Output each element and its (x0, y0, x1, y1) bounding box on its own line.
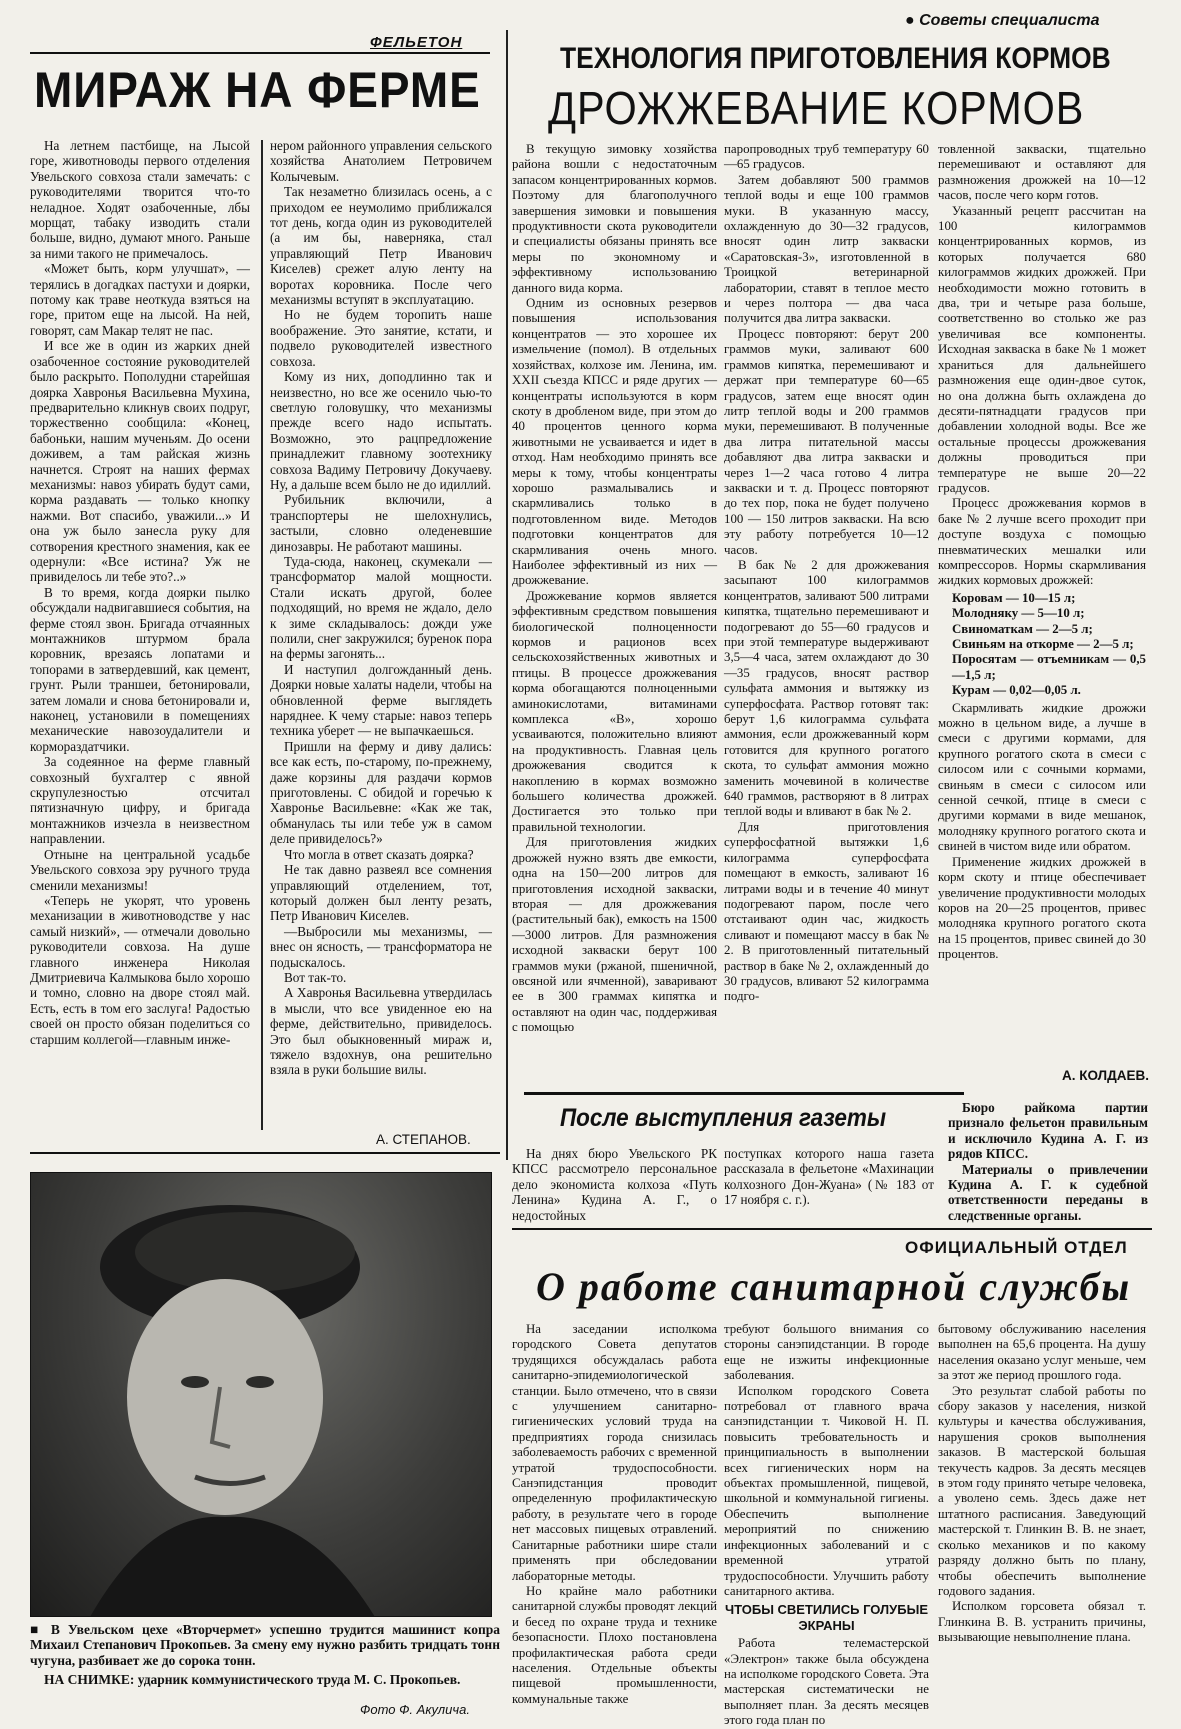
rubric-text: Советы специалиста (919, 12, 1100, 29)
paragraph: Бюро райкома партии признало фельетон правильным и исключило Кудина А. Г. из рядов КПСС. (948, 1100, 1148, 1162)
paragraph: В текущую зимовку хозяйства района вошли с недостаточным запасом концентрированных кормов. Поэтому для благополучного завершения зимовки и повышения продуктивности скота руководители и специалисты обязаны принять все меры по экономному и эффективному использованию данного вида корма. (512, 142, 717, 295)
feuilleton-bottom-rule (30, 1152, 500, 1154)
paragraph: Но крайне мало работники санитарной службы проводят лекций и бесед по охране труда и технике безопасности. Плохо постановлена профилактическая работа среди населения. Отдельные объекты пищевой промышленности, коммунальные также (512, 1583, 717, 1706)
feeding-norms-table (952, 591, 1146, 699)
norm-row: Коровам — 10—15 л; (952, 590, 1076, 605)
after-title: После выступления газеты (560, 1104, 887, 1132)
after-col-2 (724, 1146, 934, 1208)
paragraph: Пришли на ферму и диву дались: все как есть, по-старому, по-прежнему, даже корзины для раздачи кормов приготовлены. С обидой и горечью к Хавронье Васильевне: «Как же так, обманулась ты или тебе уж в самом деле привиделось?» (270, 738, 492, 847)
subhead: ЧТОБЫ СВЕТИЛИСЬ ГОЛУБЫЕ ЭКРАНЫ (724, 1602, 929, 1633)
feuilleton-author: А. СТЕПАНОВ. (376, 1132, 471, 1147)
feed-col-3 (938, 142, 1146, 963)
bullet-icon: ● (905, 12, 915, 29)
after-col-3 (948, 1100, 1148, 1223)
worker-portrait (30, 1172, 492, 1617)
official-col-3 (938, 1322, 1146, 1646)
norm-row: Свиньям на откорме — 2—5 л; (952, 637, 1134, 651)
paragraph: И все же в один из жарких дней озабоченное состояние руководителей было раскрыто. Пополудни старейшая доярка Хавронья Васильевна Мухина, предварительно кликнув своих подруг, торжественно сообщила: «Конец, бабоньки, нашим мученьям. До осени доживем, а там райская жизнь начнется. Строят на наших фермах механизмы: навоз убирать будут сами, корма раздавать — только кнопку нажми. Вот спасибо, уважили...» И она уж было занесла руку для сотворения крестного знамения, как ее одернули: «Все истина? Уж не привиделось ли тебе это?..» (30, 338, 250, 585)
paragraph: В бак № 2 для дрожжевания засыпают 100 килограммов концентратов, заливают 500 литрами кипятка, тщательно перемешивают и подогревают до 55—60 градусов и при этой температуре выдерживают 3,5—4 часа, затем охлаждают до 30—35 градусов, вносят раствор сульфата аммония и вытяжку из суперфосфата. Раствор готовят так: берут 1,6 килограмма сульфата аммония, если дрожжеванный корм готовится для крупного рогатого скота, то сульфат аммония можно заменить мочевиной в количестве 640 граммов, растворяют в 8 литрах теплой воды и вливают в бак № 2. (724, 557, 929, 819)
paragraph: Не так давно развеял все сомнения управляющий отделением, тот, который должен был ленту резать, Петр Иванович Киселев. (270, 862, 492, 924)
paragraph: И наступил долгожданный день. Доярки новые халаты надели, чтобы на обновленной ферме выглядеть наряднее. К чему старые: навоз теперь техника уберет — не выпачкаешься. (270, 661, 492, 739)
after-top-rule (524, 1092, 964, 1095)
section-divider (506, 30, 508, 1160)
paragraph: «Теперь не укорят, что уровень механизации в животноводстве у нас самый низкий», — отмечали довольно руководители совхоза. На душе главного инженера Николая Дмитриевича Калмыкова было хорошо и томно, словно на дворе стоял май. Есть, есть в том его заслуга! Радостью своей он просто обязан поделиться со старшим коллегой—главным инже- (30, 892, 250, 1047)
feuilleton-title: МИРАЖ НА ФЕРМЕ (34, 62, 481, 118)
paragraph: А Хавронья Васильевна утвердилась в мысли, что все увиденное ею на ферме, действительно, привиделось. Это был обыкновенный мираж и, тяжело вздохнув, она решительно взяла в руки большие вилы. (270, 985, 492, 1078)
paragraph: Затем добавляют 500 граммов теплой воды и еще 100 граммов муки. В указанную массу, охлажденную до 30—32 градусов, вносят один литр закваски «Саратовская-3», изготовленной в Троицкой ветеринарной лаборатории, ставят в теплое место и через полтора — два часа получится два литра закваски. (724, 172, 929, 326)
paragraph: паропроводных труб температуру 60—65 градусов. (724, 142, 929, 172)
paragraph: Но не будем торопить наше воображение. Это занятие, кстати, и подвело руководителей известного совхоза. (270, 307, 492, 369)
feuilleton-col-2 (270, 138, 492, 1078)
feed-col-2 (724, 142, 929, 1005)
paragraph: Применение жидких дрожжей в корм скоту и птице обеспечивает увеличение продуктивности молодых коров на 20—25 процентов, привес молодняка крупного рогатого скота на 15 процентов, привес свиней до 30 процентов. (938, 854, 1146, 962)
paragraph: Процесс дрожжевания кормов в баке № 2 лучше всего проходит при доступе воздуха с помощью пневматических мешалки или компрессоров. Нормы скармливания жидких кормовых дрожжей: (938, 496, 1146, 588)
paragraph: поступках которого наша газета рассказала в фельетоне «Махинации колхозного Дон-Жуана» (№ 183 от 17 ноября с. г.). (724, 1146, 934, 1208)
paragraph: Что могла в ответ сказать доярка? (284, 846, 474, 862)
after-bottom-rule (512, 1228, 1152, 1230)
caption-text: ■ В Увельском цехе «Вторчермет» успешно трудится машинист копра Михаил Степанович Прокопьев. За смену ему нужно разбить тридцать тонн чугуна, разбивает же до сорока тонн. (30, 1622, 500, 1668)
paragraph: —Выбросили мы механизмы, — внес он ясность, — трансформатора не подыскалось. (270, 923, 492, 970)
paragraph: Это результат слабой работы по сбору заказов у населения, низкой культуры и качества обслуживания, нарушения сроков выполнения заказов. В мастерской большая текучесть кадров. За десять месяцев в этом году принято четыре человека, а уволено семь. Здесь даже нет штатного расписания. Заведующий мастерской т. Глинкин В. В. не знает, сколько механиков и по какому разряду должно быть по плану, чтобы обеспечить выполнение годового задания. (938, 1383, 1146, 1598)
feed-title-main: ДРОЖЖЕВАНИЕ КОРМОВ (548, 82, 1085, 134)
after-col-1 (512, 1146, 717, 1223)
rubric (905, 12, 1099, 30)
photo-credit: Фото Ф. Акулича. (360, 1702, 470, 1717)
paragraph: Материалы о привлечении Кудина А. Г. к судебной ответственности переданы в следственные органы. (948, 1161, 1148, 1223)
photo-caption (30, 1622, 500, 1688)
paragraph: Исполком горсовета обязал т. Глинкина В. В. устранить причины, вызывающие невыполнение плана. (938, 1599, 1146, 1645)
paragraph: На летнем пастбище, на Лысой горе, животноводы первого отделения Увельского совхоза стали замечать: с руководителями творится что-то неладное. Ходят озабоченные, лбы морщат, табаку изводить стали больше, видно, думают много. Раньше за ними такого не примечалось. (30, 138, 250, 261)
worker-photo (30, 1172, 492, 1617)
paragraph: На днях бюро Увельского РК КПСС рассмотрело персональное дело экономиста колхоза «Путь Ленина» Кудина А. Г., о недостойных (512, 1146, 717, 1223)
paragraph: Рубильник включили, а транспортеры не шелохнулись, застыли, словно оледеневшие динозавры. Не работают машины. (270, 492, 492, 554)
paragraph: Вот так-то. (284, 969, 347, 985)
norm-row: Свиноматкам — 2—5 л; (952, 621, 1093, 636)
column-divider (261, 140, 263, 1130)
paragraph: Для приготовления жидких дрожжей нужно взять две емкости, одна на 150—200 литров для приготовления исходной закваски, вторая — для дрожжевания (растительный бак), емкость на 1500—3000 литров. Для размножения исходной закваски берут 100 граммов муки (ржаной, пшеничной, овсяной или ячменной), заваривают ее в 300 граммах кипятка и оставляют на один час, поддерживая с помощью (512, 835, 717, 1035)
paragraph: Указанный рецепт рассчитан на 100 килограммов концентрированных кормов, из которых получается 680 килограммов жидких дрожжей. При необходимости можно готовить в два, три и четыре раза больше, соответственно во столько же раз увеличивая все компоненты. Исходная закваска в баке № 1 может храниться для дальнейшего размножения еще один-двое суток, но она должна быть охлаждена до десяти-пятнадцати градусов при добавлении холодной воды. Все же остальные процессы дрожжевания должны проводиться при температуре не выше 20—22 градусов. (938, 203, 1146, 495)
paragraph: Процесс повторяют: берут 200 граммов муки, заливают 600 граммов кипятка, перемешивают и держат при температуре 60—65 градусов, затем еще вносят один литр теплой воды и 200 граммов муки, перемешивают. В полученные два литра питательной массы добавляют два литра закваски и через 1—2 часа готово 4 литра закваски и т. д. Процесс повторяют до тех пор, пока не будет получено 100 — 150 литров закваски. На всю эту работу потребуется 10—12 часов. (724, 326, 929, 557)
official-title: О работе санитарной службы (536, 1264, 1132, 1309)
paragraph: За содеянное на ферме главный совхозный бухгалтер с явной скрупулезностью отсчитал пятизначную цифру, и бригада монтажников изчезла в неизвестном направлении. (30, 754, 250, 847)
paragraph: Одним из основных резервов повышения использования концентратов — это хорошее их измельчение (помол). В отдельных хозяйствах, колхозе им. Ленина, им. XXII съезда КПСС и ряде других — концентраты используются в корм скоту в дробленом виде, при этом до 40 процентов ценного корма животными не усваивается и идет в отход. Нам необходимо принять все меры к тому, чтобы концентраты хорошо размалывались и скармливались только в подготовленном виде. Методов подготовки концентратов для скармливания очень много. Наиболее эффективный из них — дрожжевание. (512, 296, 717, 588)
norm-row: Поросятам — отъемникам — 0,5—1,5 л; (952, 652, 1146, 682)
paragraph: Кому из них, доподлинно так и неизвестно, но все же осенило чью-то светлую головушку, что механизмы прежде всего надо испытать. Возможно, это рацпредложение принадлежит главному зоотехнику совхоза Вадиму Петровичу Докучаеву. Ну, а дальше всем было не до идиллий. (270, 369, 492, 492)
paragraph: бытовому обслуживанию населения выполнен на 65,6 процента. На душу населения оказано услуг меньше, чем за этот же период прошлого года. (938, 1322, 1146, 1383)
feed-author: А. КОЛДАЕВ. (1062, 1068, 1149, 1083)
official-col-1 (512, 1322, 717, 1707)
paragraph: Для приготовления суперфосфатной вытяжки 1,6 килограмма суперфосфата помещают в емкость, заливают 16 литрами воды и в течение 40 минут подогревают паром, после чего отстаивают один час, жидкость сливают и помещают массу в бак № 2. В приготовленный питательный раствор в баке № 2, охлажденный до 30 градусов, вливают 52 килограмма подго- (724, 819, 929, 1004)
norm-row: Молодняку — 5—10 л; (952, 606, 1085, 621)
on-photo-line: НА СНИМКЕ: ударник коммунистического труда М. С. Прокопьев. (44, 1672, 461, 1688)
paragraph: Туда-сюда, наконец, скумекали — трансформатор малой мощности. Стали искать другой, более подходящий, но время не ждало, дело к зиме складывалось: дожди уже полили, снег закружился; буренок пора на фермы загонять... (270, 553, 492, 662)
paragraph: В то время, когда доярки пылко обсуждали надвигавшиеся события, на ферме стоял звон. Бригада отчаянных монтажников штурмом брала коровник, врезаясь лопатами и топорами в затвердевший, как цемент, грунт. Рыли траншеи, бетонировали, затем ломали и снова бетонировали и, наконец, установили в помещениях механические навозоудалители и кормораздатчики. (30, 584, 250, 754)
paragraph: Скармливать жидкие дрожжи можно в цельном виде, а лучше в смеси с другими кормами, для крупного рогатого скота в смеси с силосом или с сочными кормами, свиньям в смеси с силосом или сенной сечкой, птице в смеси с другими кормами в виде мешанок, молоднякy крупного рогатого скота и свиней в чистом виде или обратом. (938, 700, 1146, 854)
feed-title-top: ТЕХНОЛОГИЯ ПРИГОТОВЛЕНИЯ КОРМОВ (560, 42, 1111, 75)
feuilleton-top-rule (30, 52, 490, 54)
norm-row: Курам — 0,02—0,05 л. (952, 683, 1081, 698)
paragraph: На заседании исполкома городского Совета депутатов трудящихся обсуждалась работа санитарно-эпидемиологической станции. Было отмечено, что в связи с улучшением санитарно-гигиенических условий труда на предприятиях города снизилась заболеваемость рабочих с временной утратой трудоспособности. Санэпидстанция проводит определенную профилактическую работу, в результате чего в городе нет массовых пищевых отравлений. Санитарные работники шире стали применять при обследовании лабораторные методы. (512, 1322, 717, 1583)
paragraph: требуют большого внимания со стороны санэпидстанции. В городе еще не изжиты инфекционные заболевания. (724, 1322, 929, 1383)
paragraph: товленной закваски, тщательно перемешивают и оставляют для размножения дрожжей на 10—12 часов, после чего корм готов. (938, 142, 1146, 203)
paragraph: Исполком городского Совета потребовал от главного врача санэпидстанции т. Чиковой Н. П. повысить требовательность и принципиальность в выполнении всех гигиенических норм на объектах промышленной, пищевой, школьной и коммунальной гигиены. Обеспечить выполнение мероприятий по снижению инфекционных заболеваний и с временной утратой трудоспособности. Улучшить работу санитарного актива. (724, 1383, 929, 1598)
paragraph: Работа телемастерской «Электрон» также была обсуждена на исполкоме городского Совета. Эта мастерская систематически не выполняет план. За десять месяцев этого года план по (724, 1636, 929, 1728)
paragraph: «Может быть, корм улучшат», — терялись в догадках пастухи и доярки, потому как траве неоткуда взяться на горе, притом еще на лысой. На ней, говорят, сам Макар телят не пас. (30, 261, 250, 338)
feuilleton-col-1 (30, 138, 250, 1047)
official-label: ОФИЦИАЛЬНЫЙ ОТДЕЛ (905, 1238, 1128, 1257)
feed-col-1 (512, 142, 717, 1036)
official-col-2 (724, 1322, 929, 1729)
paragraph: Дрожжевание кормов является эффективным средством повышения биологической полноценности кормов и рационов всех сельскохозяйственных животных и птицы. В процессе дрожжевания корма обогащаются полноценными аминокислотами, витаминами комплекса «В», хорошо усваиваются, положительно влияют на продуктивность. Главная цель дрожжевания сводится к накоплению в кормах возможно большего количества дрожжей. Достигается это только при правильной технологии. (512, 588, 717, 834)
feuilleton-label: ФЕЛЬЕТОН (370, 34, 463, 51)
paragraph: нером районного управления сельского хозяйства Анатолием Петровичем Колычевым. (270, 138, 492, 184)
paragraph: Так незаметно близилась осень, а с приходом ее неумолимо приближался тот день, когда один из руководителей (а им бы, наверняка, стал управляющий Петр Иванович Киселев) срежет алую ленту на воротах коровника. После чего механизмы вступят в эксплуатацию. (270, 184, 492, 308)
paragraph: Отныне на центральной усадьбе Увельского совхоза эру ручного труда сменили механизмы! (30, 846, 250, 893)
